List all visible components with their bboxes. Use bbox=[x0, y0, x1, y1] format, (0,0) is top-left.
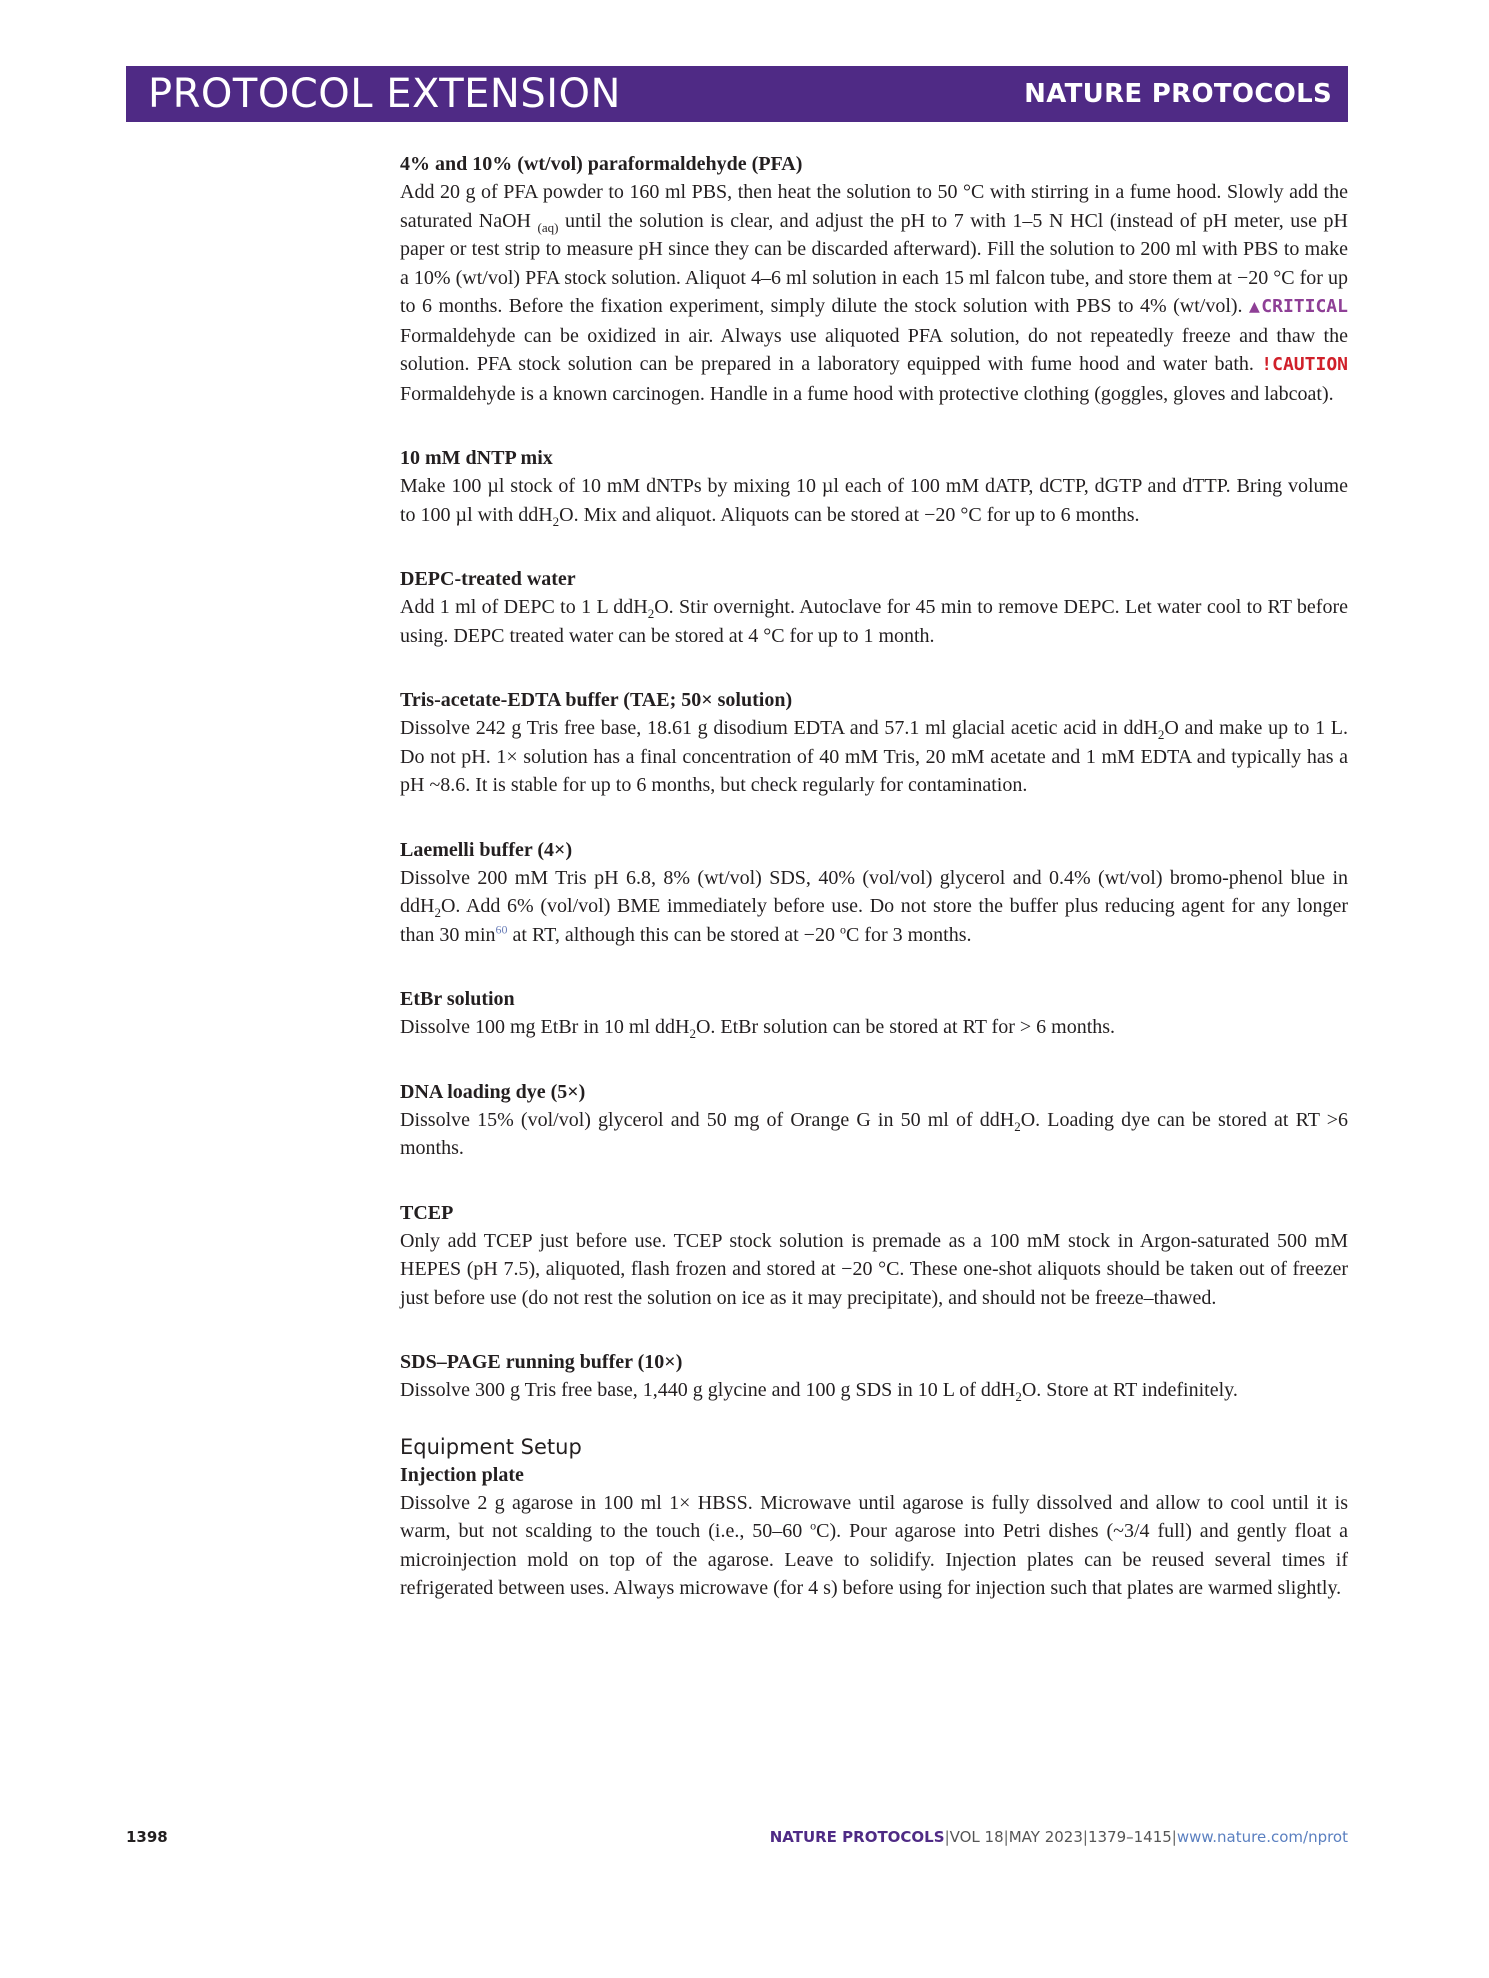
separator: | bbox=[1003, 1828, 1009, 1846]
section-tae bbox=[400, 686, 1348, 800]
section-body bbox=[400, 1013, 1348, 1042]
section-laemmli bbox=[400, 836, 1348, 950]
section-depc bbox=[400, 565, 1348, 650]
citation-line bbox=[770, 1828, 1348, 1846]
degree-superscript: o bbox=[839, 921, 846, 936]
section-dntp bbox=[400, 444, 1348, 529]
section-body bbox=[400, 178, 1348, 408]
subscript: (aq) bbox=[537, 219, 559, 235]
text-run: Dissolve 15% (vol/vol) glycerol and 50 mg of Orange G in 50 ml of ddH bbox=[400, 1108, 1015, 1131]
text-run: O. Add 6% (vol/vol) BME immediately before use. Do not store the buffer plus reducing agent for any longer than 30 min bbox=[400, 895, 1348, 946]
footer-journal: NATURE PROTOCOLS bbox=[769, 1828, 945, 1846]
section-title: EtBr solution bbox=[400, 988, 515, 1010]
text-run: Make 100 µl stock of 10 mM dNTPs by mixing 10 µl each of 100 mM dATP, dCTP, dGTP and dTTP. Bring volume to 100 µl with ddH bbox=[400, 475, 1348, 526]
separator: | bbox=[944, 1828, 950, 1846]
section-title: 10 mM dNTP mix bbox=[400, 447, 553, 469]
text-run: O. Stir overnight. Autoclave for 45 min to remove DEPC. Let water cool to RT before using. DEPC treated water can be stored at 4 °C for up to 1 month. bbox=[400, 596, 1348, 647]
footer-url-link[interactable]: www.nature.com/nprot bbox=[1176, 1828, 1348, 1846]
section-title: DNA loading dye (5×) bbox=[400, 1080, 586, 1103]
section-title: Injection plate bbox=[400, 1463, 524, 1486]
text-run: Dissolve 2 g agarose in 100 ml 1× HBSS. Microwave until agarose is fully dissolved and allow to cool until it is warm, but not scalding to the touch (i.e., 50–60 bbox=[400, 1491, 1348, 1542]
text-run: O. Store at RT indefinitely. bbox=[1021, 1379, 1238, 1401]
section-body bbox=[400, 593, 1348, 650]
footer-date: MAY 2023 bbox=[1008, 1828, 1083, 1846]
text-run: Dissolve 200 mM Tris pH 6.8, 8% (wt/vol) SDS, 40% (vol/vol) glycerol and 0.4% (wt/vol) bromo-phenol blue in ddH bbox=[400, 866, 1348, 917]
section-title: DEPC-treated water bbox=[400, 568, 576, 590]
section-loading-dye bbox=[400, 1078, 1348, 1163]
page-number: 1398 bbox=[126, 1828, 168, 1846]
text-run: at RT, although this can be stored at −20 bbox=[507, 923, 840, 946]
article-type-label: PROTOCOL EXTENSION bbox=[148, 71, 621, 117]
text-run: until the solution is clear, and adjust the pH to 7 with 1–5 N HCl (instead of pH meter, use pH paper or test strip to measure pH since they can be discarded afterward). Fill the solution to 200 ml with PBS to make a 10% (wt/vol) PFA stock solution. Aliquot 4–6 ml solution in each 15 ml falcon tube, and store them at −20 °C for up to 6 months. Before the fixation experiment, simply dilute the stock solution with PBS to 4% (wt/vol). bbox=[400, 209, 1348, 317]
section-body bbox=[400, 1489, 1348, 1603]
text-run: Formaldehyde can be oxidized in air. Always use aliquoted PFA solution, do not repeatedly freeze and thaw the solution. PFA stock solution can be prepared in a laboratory equipped with fume hood and water bath. bbox=[400, 324, 1348, 375]
text-run: Formaldehyde is a known carcinogen. Handle in a fume hood with protective clothing (goggles, gloves and labcoat). bbox=[400, 382, 1334, 405]
main-content bbox=[400, 150, 1348, 1639]
header-banner bbox=[126, 66, 1348, 122]
text-run: O. Loading dye can be stored at RT >6 months. bbox=[400, 1108, 1348, 1159]
section-pfa bbox=[400, 150, 1348, 408]
section-body bbox=[400, 1376, 1348, 1405]
text-run: Dissolve 100 mg EtBr in 10 ml ddH bbox=[400, 1016, 690, 1038]
section-tcep bbox=[400, 1199, 1348, 1313]
text-run: O. Mix and aliquot. Aliquots can be stored at −20 °C for up to 6 months. bbox=[559, 503, 1140, 526]
equipment-setup-heading: Equipment Setup bbox=[400, 1434, 582, 1459]
text-run: O and make up to 1 L. Do not pH. 1× solution has a final concentration of 40 mM Tris, 20 mM acetate and 1 mM EDTA and typically has a pH ~8.6. It is stable for up to 6 months, but check regularly for contamination. bbox=[400, 717, 1348, 796]
section-sds-buffer bbox=[400, 1348, 1348, 1405]
section-etbr bbox=[400, 985, 1348, 1042]
caution-label: !CAUTION bbox=[1261, 354, 1348, 375]
text-run: Add 20 g of PFA powder to 160 ml PBS, then heat the solution to 50 °C with stirring in a fume hood. Slowly add the saturated NaOH bbox=[400, 181, 1348, 232]
text-run: O. EtBr solution can be stored at RT for > 6 months. bbox=[695, 1016, 1116, 1038]
text-run: C). Pour agarose into Petri dishes (~3/4 full) and gently float a microinjection mold on top of the agarose. Leave to solidify. Injection plates can be reused several times if refrigerated between uses. Always microwave (for 4 s) before using for injection such that plates are warmed slightly. bbox=[400, 1520, 1348, 1599]
text-run: Add 1 ml of DEPC to 1 L ddH bbox=[400, 596, 648, 618]
separator: | bbox=[1171, 1828, 1177, 1846]
section-body bbox=[400, 1106, 1348, 1163]
subscript: 2 bbox=[434, 905, 441, 920]
footer-pages: 1379–1415 bbox=[1087, 1828, 1172, 1846]
footer-volume: VOL 18 bbox=[949, 1828, 1004, 1846]
reference-link[interactable]: 60 bbox=[495, 921, 508, 936]
section-body bbox=[400, 864, 1348, 950]
section-equipment-setup bbox=[400, 1433, 1348, 1603]
section-body bbox=[400, 714, 1348, 800]
journal-name-label: NATURE PROTOCOLS bbox=[1024, 79, 1332, 109]
section-title: 4% and 10% (wt/vol) paraformaldehyde (PFA) bbox=[400, 153, 803, 175]
subscript: 2 bbox=[689, 1026, 696, 1041]
separator: | bbox=[1082, 1828, 1088, 1846]
subscript: 2 bbox=[1157, 727, 1165, 742]
critical-label: ▲CRITICAL bbox=[1249, 296, 1348, 317]
section-title: Laemelli buffer (4×) bbox=[400, 838, 573, 861]
page-footer bbox=[126, 1824, 1348, 1854]
text-run: Dissolve 300 g Tris free base, 1,440 g glycine and 100 g SDS in 10 L of ddH bbox=[400, 1379, 1016, 1401]
section-body: Only add TCEP just before use. TCEP stock solution is premade as a 100 mM stock in Argon-saturated 500 mM HEPES (pH 7.5), aliquoted, flash frozen and stored at −20 °C. These one-shot aliquots should be taken out of freezer just before use (do not rest the solution on ice as it may precipitate), and should not be freeze–thawed. bbox=[400, 1229, 1348, 1309]
subscript: 2 bbox=[552, 513, 560, 529]
section-title: SDS–PAGE running buffer (10×) bbox=[400, 1351, 683, 1373]
degree-superscript: o bbox=[810, 1518, 817, 1533]
text-run: C for 3 months. bbox=[845, 923, 972, 946]
subscript: 2 bbox=[1014, 1118, 1021, 1134]
text-run: Dissolve 242 g Tris free base, 18.61 g disodium EDTA and 57.1 ml glacial acetic acid in ddH bbox=[400, 717, 1158, 739]
section-title: TCEP bbox=[400, 1201, 454, 1224]
section-body bbox=[400, 472, 1348, 529]
section-title: Tris-acetate-EDTA buffer (TAE; 50× solution) bbox=[400, 689, 793, 711]
subscript: 2 bbox=[647, 606, 655, 621]
subscript: 2 bbox=[1015, 1389, 1022, 1404]
